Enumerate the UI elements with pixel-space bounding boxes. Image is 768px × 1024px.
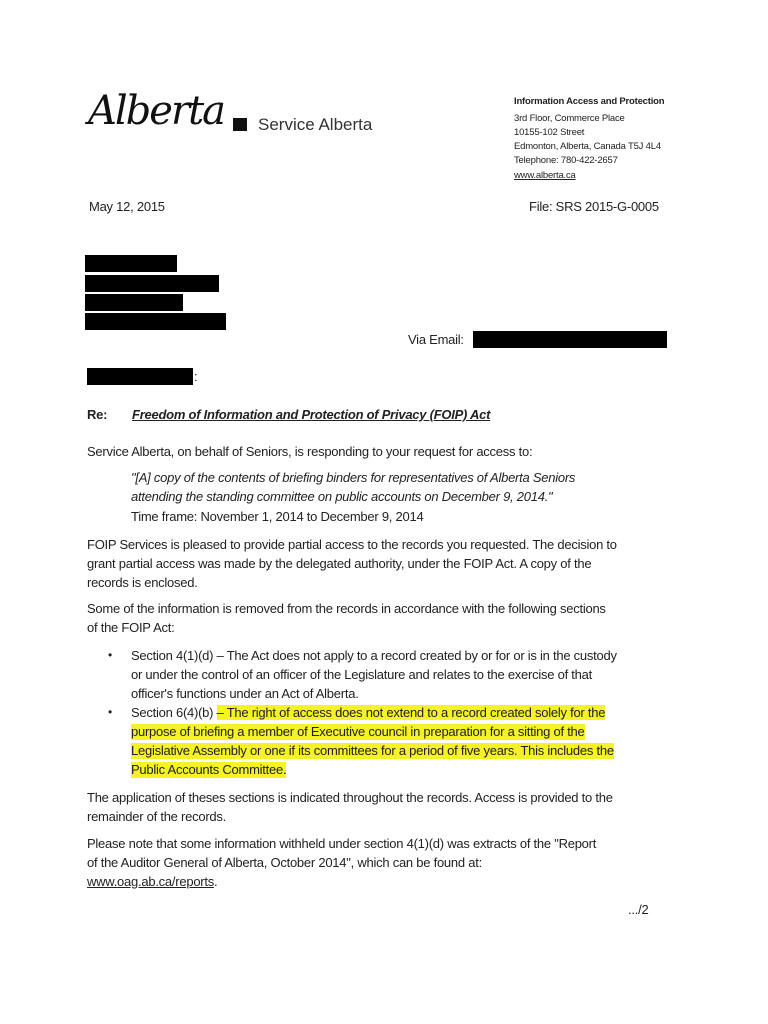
file-number: File: SRS 2015-G-0005 — [529, 199, 659, 214]
paragraph-line: Please note that some information withheld under section 4(1)(d) was extracts of the "Report — [87, 836, 597, 851]
redaction — [85, 255, 177, 272]
paragraph-line: Some of the information is removed from the records in accordance with the following sections — [87, 601, 606, 616]
section-label: Section 6(4)(b) — [131, 705, 217, 720]
redaction — [85, 294, 183, 311]
redaction — [87, 368, 193, 385]
paragraph-line: grant partial access was made by the delegated authority, under the FOIP Act. A copy of the — [87, 556, 592, 571]
page-continuation: .../2 — [628, 902, 649, 917]
highlighted-text: purpose of briefing a member of Executive council in preparation for a sitting of the — [131, 724, 585, 739]
address-line: Edmonton, Alberta, Canada T5J 4L4 — [514, 141, 661, 152]
highlighted-text: Legislative Assembly or one if its committees for a period of five years. This includes the — [131, 743, 614, 758]
redaction — [473, 331, 667, 348]
address-unit: Information Access and Protection — [514, 96, 665, 107]
department-name: Service Alberta — [258, 115, 373, 134]
bullet-line — [131, 705, 605, 721]
bullet-line: or under the control of an officer of the Legislature and relates to the exercise of that — [131, 667, 592, 682]
address-line: 10155-102 Street — [514, 127, 585, 138]
period: . — [213, 874, 218, 889]
redaction — [85, 313, 226, 330]
paragraph-line: FOIP Services is pleased to provide partial access to the records you requested. The decision to — [87, 537, 617, 552]
paragraph-line: of the FOIP Act: — [87, 620, 175, 635]
redaction — [85, 275, 219, 292]
alberta-logo: Alberta — [88, 88, 224, 134]
bullet-icon: • — [108, 648, 113, 662]
reports-link-line — [87, 874, 217, 890]
reports-link[interactable]: www.oag.ab.ca/reports — [87, 874, 214, 889]
via-email-label: Via Email: — [408, 332, 464, 347]
intro-text: Service Alberta, on behalf of Seniors, is responding to your request for access to: — [87, 444, 533, 459]
bullet-icon: • — [108, 705, 113, 719]
quote-line: attending the standing committee on public accounts on December 9, 2014." — [131, 489, 553, 504]
re-label: Re: — [87, 407, 108, 422]
paragraph-line: The application of theses sections is indicated throughout the records. Access is provided to the — [87, 790, 613, 805]
paragraph-line: of the Auditor General of Alberta, October 2014", which can be found at: — [87, 855, 482, 870]
website-link[interactable]: www.alberta.ca — [514, 170, 576, 181]
subject-title: Freedom of Information and Protection of Privacy (FOIP) Act — [132, 407, 491, 422]
logo-mark-icon — [233, 118, 247, 131]
bullet-line: Section 4(1)(d) – The Act does not apply to a record created by or for or is in the custody — [131, 648, 617, 663]
letter-date: May 12, 2015 — [89, 199, 165, 214]
address-line: 3rd Floor, Commerce Place — [514, 113, 625, 124]
paragraph-line: remainder of the records. — [87, 809, 226, 824]
highlighted-text: – The right of access does not extend to a record created solely for the — [216, 705, 606, 720]
telephone: Telephone: 780-422-2657 — [514, 155, 618, 166]
paragraph-line: records is enclosed. — [87, 575, 198, 590]
quote-line: "[A] copy of the contents of briefing binders for representatives of Alberta Seniors — [131, 470, 576, 485]
time-frame: Time frame: November 1, 2014 to December 9, 2014 — [131, 509, 424, 524]
highlighted-text: Public Accounts Committee. — [131, 762, 287, 777]
bullet-line: officer's functions under an Act of Alberta. — [131, 686, 359, 701]
salutation-colon: : — [194, 369, 198, 384]
